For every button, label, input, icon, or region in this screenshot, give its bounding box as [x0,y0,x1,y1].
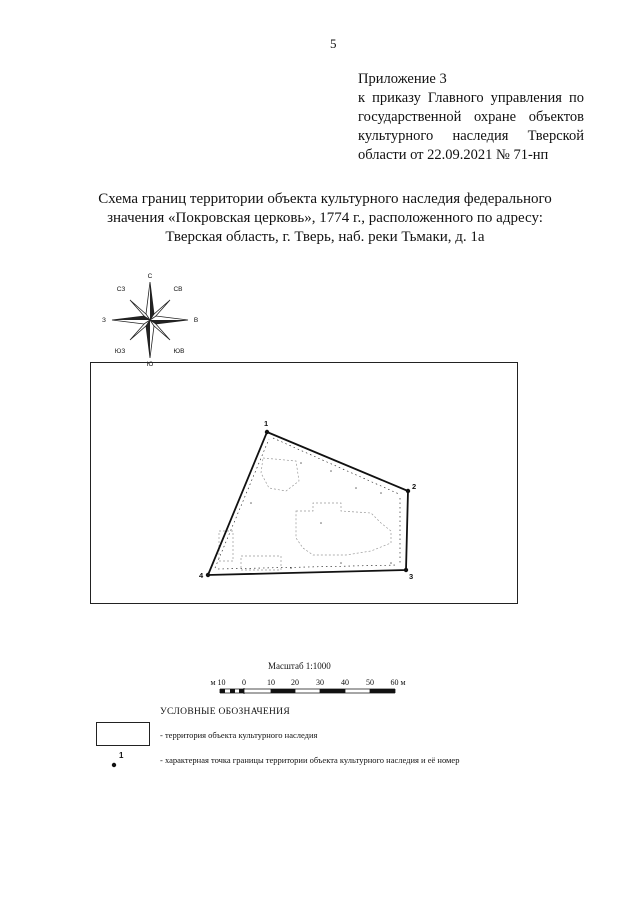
boundary-point-3 [404,568,408,572]
legend-point-text: - характерная точка границы территории объекта культурного наследия и её номер [160,755,460,765]
legend-point-symbol [104,750,134,772]
annex-line: Приложение 3 [358,71,447,87]
scale-tick: 0 [242,678,246,687]
document-title [80,190,570,247]
building-outline [261,458,299,491]
point-label-3: 3 [409,572,414,581]
scale-tick: 20 [291,678,299,687]
scale-tick: 30 [316,678,324,687]
point-label-2: 2 [412,482,417,491]
legend-territory-text: - территория объекта культурного наследия [160,730,318,740]
compass-ne: СВ [173,286,183,293]
annex-line: области от 22.09.2021 № 71-нп [358,147,549,163]
compass-nw: СЗ [116,286,126,293]
compass-w: З [102,317,106,324]
church-building-outline [296,503,391,555]
compass-n: С [147,273,153,280]
territory-boundary [208,432,408,575]
annex-line: к приказу Главного управления по [358,90,584,106]
point-label-4: 4 [199,571,204,580]
compass-sw: ЮЗ [114,348,126,355]
annex-line: государственной охране объектов [358,109,584,125]
building-outline [219,531,233,561]
scale-tick: 50 [366,678,374,687]
compass-se: ЮВ [173,348,185,355]
title-line: значения «Покровская церковь», 1774 г., расположенного по адресу: [107,210,543,226]
scale-tick: 40 [341,678,349,687]
scale-bar [200,673,430,703]
legend-point-number: 1 [119,751,124,760]
scale-tick: 10 [267,678,275,687]
boundary-point-2 [406,489,410,493]
point-label-1: 1 [264,419,269,428]
title-line: Схема границ территории объекта культурного наследия федерального [98,191,552,207]
title-line: Тверская область, г. Тверь, наб. реки Тьмаки, д. 1а [165,229,485,245]
compass-rose-icon [100,270,200,370]
boundary-point-1 [265,430,269,434]
map-frame [90,362,518,604]
compass-s: Ю [146,361,154,368]
territory-map [91,363,519,605]
building-outline [241,556,281,570]
annex-header [358,70,584,165]
scale-label: Масштаб 1:1000 [268,661,331,671]
scale-tick: 60 м [390,678,406,687]
annex-line: культурного наследия Тверской [358,128,584,144]
boundary-point-4 [206,573,210,577]
legend-territory-symbol [96,722,150,746]
legend-title: УСЛОВНЫЕ ОБОЗНАЧЕНИЯ [160,707,290,717]
page-number: 5 [330,36,337,51]
scale-tick: м 10 [210,678,226,687]
compass-e: В [193,317,199,324]
